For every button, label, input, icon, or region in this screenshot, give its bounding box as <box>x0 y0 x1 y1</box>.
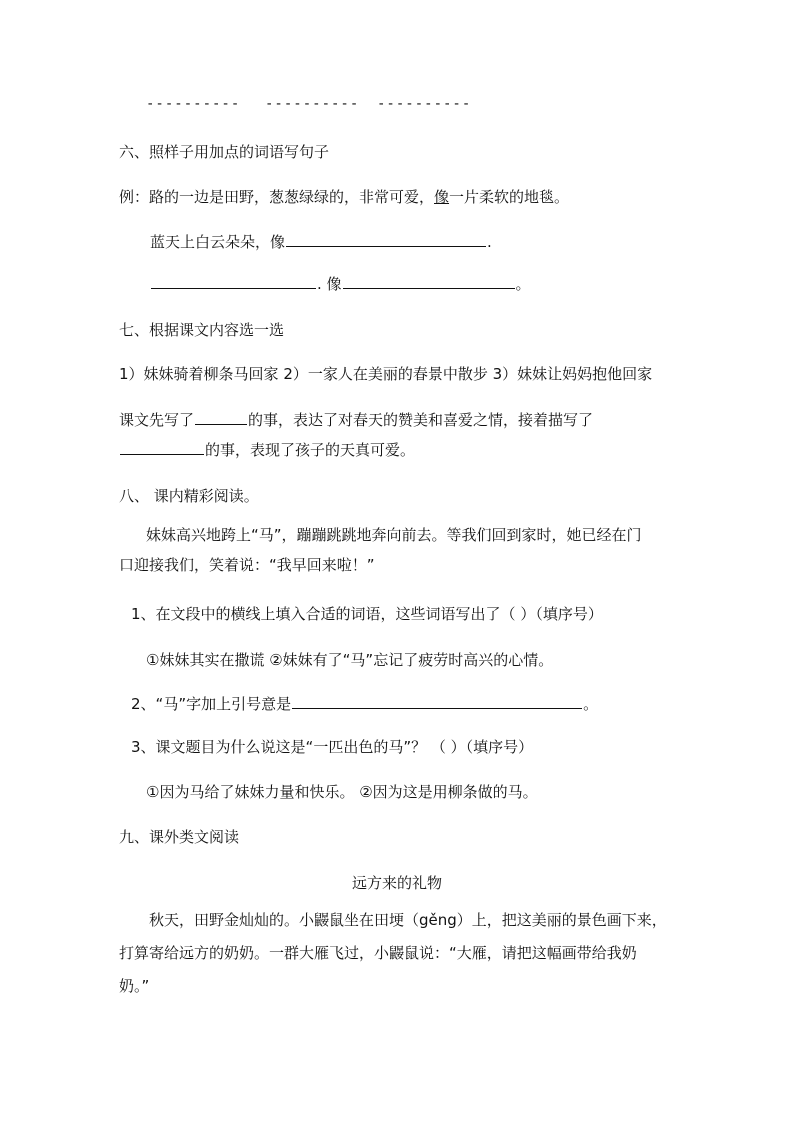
section-9-heading: 九、课外类文阅读 <box>119 828 240 846</box>
answer-blank[interactable] <box>195 410 247 425</box>
punct: . <box>487 233 492 251</box>
reading-paragraph-line: 奶。” <box>119 977 150 995</box>
question-text: 2、“马”字加上引号意是 <box>131 695 292 713</box>
reading-title: 远方来的礼物 <box>351 874 442 892</box>
section-7-heading: 七、根据课文内容选一选 <box>119 321 285 339</box>
answer-blank[interactable] <box>151 274 316 289</box>
passage-line: 口迎接我们，笑着说：“我早回来啦！” <box>119 556 375 574</box>
example-text: 例：路的一边是田野，葱葱绿绿的，非常可爱， <box>119 188 435 206</box>
section-8-question-3: 3、课文题目为什么说这是“一匹出色的马”？ （ ）（填序号） <box>131 738 534 756</box>
section-7-line-1 <box>119 410 593 430</box>
answer-dash: ---------- <box>146 96 241 112</box>
answer-blank[interactable] <box>292 694 582 709</box>
section-6-example <box>119 187 569 207</box>
section-8-question-3-options: ①因为马给了妹妹力量和快乐。 ②因为这是用柳条做的马。 <box>146 783 538 801</box>
passage-line: 妹妹高兴地跨上“马”，蹦蹦跳跳地奔向前去。等我们回到家时，她已经在门 <box>146 526 642 544</box>
example-key-word: 像 <box>434 188 450 206</box>
section-6-question-2 <box>150 274 531 294</box>
answer-blank[interactable] <box>120 440 204 455</box>
section-8-heading: 八、 课内精彩阅读。 <box>119 487 259 505</box>
question-text: 的事，表现了孩子的天真可爱。 <box>205 441 416 459</box>
example-text-end: 一片柔软的地毯。 <box>449 188 570 206</box>
section-7-line-2 <box>119 440 415 460</box>
answer-dash: ---------- <box>265 96 360 112</box>
section-8-question-1-options: ①妹妹其实在撒谎 ②妹妹有了“马”忘记了疲劳时高兴的心情。 <box>146 651 554 669</box>
answer-dash-row <box>0 96 794 116</box>
section-6-question-1 <box>150 232 492 252</box>
question-text: 课文先写了 <box>119 411 195 429</box>
answer-blank[interactable] <box>343 274 515 289</box>
question-text: . 像 <box>317 275 342 293</box>
answer-blank[interactable] <box>286 232 486 247</box>
reading-paragraph-line: 秋天，田野金灿灿的。小鼹鼠坐在田埂（gěng）上，把这美丽的景色画下来， <box>149 911 667 929</box>
section-8-question-2 <box>131 694 598 714</box>
punct: 。 <box>515 275 531 293</box>
answer-dash: ---------- <box>377 96 472 112</box>
reading-paragraph-line: 打算寄给远方的奶奶。一群大雁飞过，小鼹鼠说：“大雁，请把这幅画带给我奶 <box>119 944 637 962</box>
section-8-question-1: 1、在文段中的横线上填入合适的词语，这些词语写出了（ ）（填序号） <box>131 605 603 623</box>
punct: 。 <box>583 695 599 713</box>
section-6-heading: 六、照样子用加点的词语写句子 <box>119 143 330 161</box>
question-text: 蓝天上白云朵朵，像 <box>150 233 286 251</box>
question-text: 的事，表达了对春天的赞美和喜爱之情，接着描写了 <box>248 411 594 429</box>
section-7-options: 1）妹妹骑着柳条马回家 2）一家人在美丽的春景中散步 3）妹妹让妈妈抱他回家 <box>119 365 653 383</box>
